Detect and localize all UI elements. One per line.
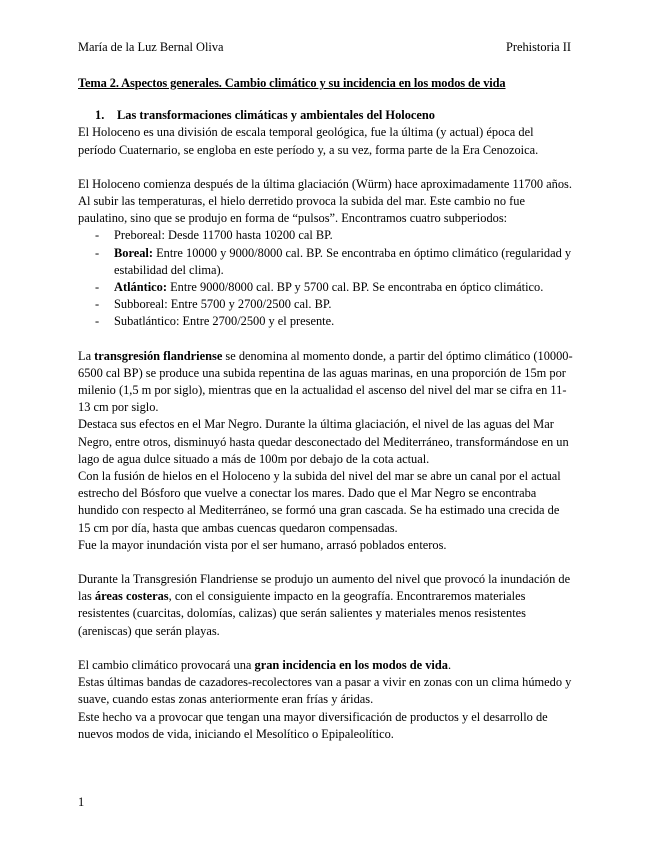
paragraph-holoceno-start: El Holoceno comienza después de la última glaciación (Würm) hace aproximadamente 11700 años. Al subir las temperaturas, el hielo derretido provoca la subida del mar. Este cambio no fue paulatino, sino que se produjo en forma de “pulsos”. Encontramos cuatro subperiodos: <box>78 176 572 226</box>
section-number: 1. <box>95 108 105 123</box>
document-title: Tema 2. Aspectos generales. Cambio climático y su incidencia en los modos de vida <box>78 76 506 90</box>
header-course: Prehistoria II <box>505 40 571 54</box>
header-author: María de la Luz Bernal Oliva <box>78 40 224 54</box>
document-body <box>78 75 574 743</box>
paragraph-bosforo: Con la fusión de hielos en el Holoceno y la subida del nivel del mar se abre un canal por el actual estrecho del Bósforo que vuelve a conectar los mares. Dado que el Mar Negro se encontraba hundido con respecto al Mediterráneo, se formó una gran cascada. Se ha estimado una crecida de 15 cm por día, hasta que ambas cuencas quedaron compensadas. <box>78 469 561 535</box>
list-item: - Subboreal: Entre 5700 y 2700/2500 cal. BP. <box>95 297 332 312</box>
paragraph-modos-de-vida: El cambio climático provocará una gran incidencia en los modos de vida. <box>78 657 452 672</box>
subperiod-list <box>78 227 574 330</box>
paragraph-transgresion: La transgresión flandriense se denomina al momento donde, a partir del óptimo climático (10000-6500 cal BP) se produce una subida repentina de las aguas marinas, en una proporción de 15m por milenio (1,5 m por siglo), mientras que en la actualidad el ascenso del nivel del mar se cifra en 11-13 cm por siglo. <box>78 348 573 415</box>
paragraph-holoceno-definition: El Holoceno es una división de escala temporal geológica, fue la última (y actual) época del período Cuaternario, se engloba en este período y, a su vez, forma parte de la Era Cenozoica. <box>78 125 539 157</box>
paragraph-mar-negro: Destaca sus efectos en el Mar Negro. Durante la última glaciación, el nivel de las aguas del Mar Negro, entre otros, disminuyó hasta quedar desconectado del Mediterráneo, transformándose en un lago de agua dulce situado a más de 100m por debajo de la cota actual. <box>78 417 569 466</box>
list-item: - Preboreal: Desde 11700 hasta 10200 cal BP. <box>95 228 333 243</box>
paragraph-cazadores: Estas últimas bandas de cazadores-recolectores van a pasar a vivir en zonas con un clima húmedo y suave, cuando estas zonas anteriormente eran frías y áridas. <box>78 675 572 707</box>
paragraph-inundacion: Fue la mayor inundación vista por el ser humano, arrasó poblados enteros. <box>78 537 447 552</box>
section-heading <box>78 107 574 124</box>
paragraph-mesolitico: Este hecho va a provocar que tengan una mayor diversificación de productos y el desarrollo de nuevos modos de vida, iniciando el Mesolítico o Epipaleolítico. <box>78 709 548 741</box>
list-item: - Boreal: Entre 10000 y 9000/8000 cal. BP. Se encontraba en óptimo climático (regularidad y estabilidad del clima). <box>95 245 572 277</box>
page-number: 1 <box>78 795 85 809</box>
list-item: - Atlántico: Entre 9000/8000 cal. BP y 5700 cal. BP. Se encontraba en óptico climático. <box>95 280 544 295</box>
list-item: - Subatlántico: Entre 2700/2500 y el presente. <box>95 314 335 329</box>
paragraph-areas-costeras: Durante la Transgresión Flandriense se produjo un aumento del nivel que provocó la inundación de las áreas costeras, con el consiguiente impacto en la geografía. Encontraremos materiales resistentes (cuarcitas, dolomías, calizas) que serán salientes y materiales menos resistentes (areniscas) que serán playas. <box>78 572 571 638</box>
section-heading-text: Las transformaciones climáticas y ambientales del Holoceno <box>117 108 435 123</box>
